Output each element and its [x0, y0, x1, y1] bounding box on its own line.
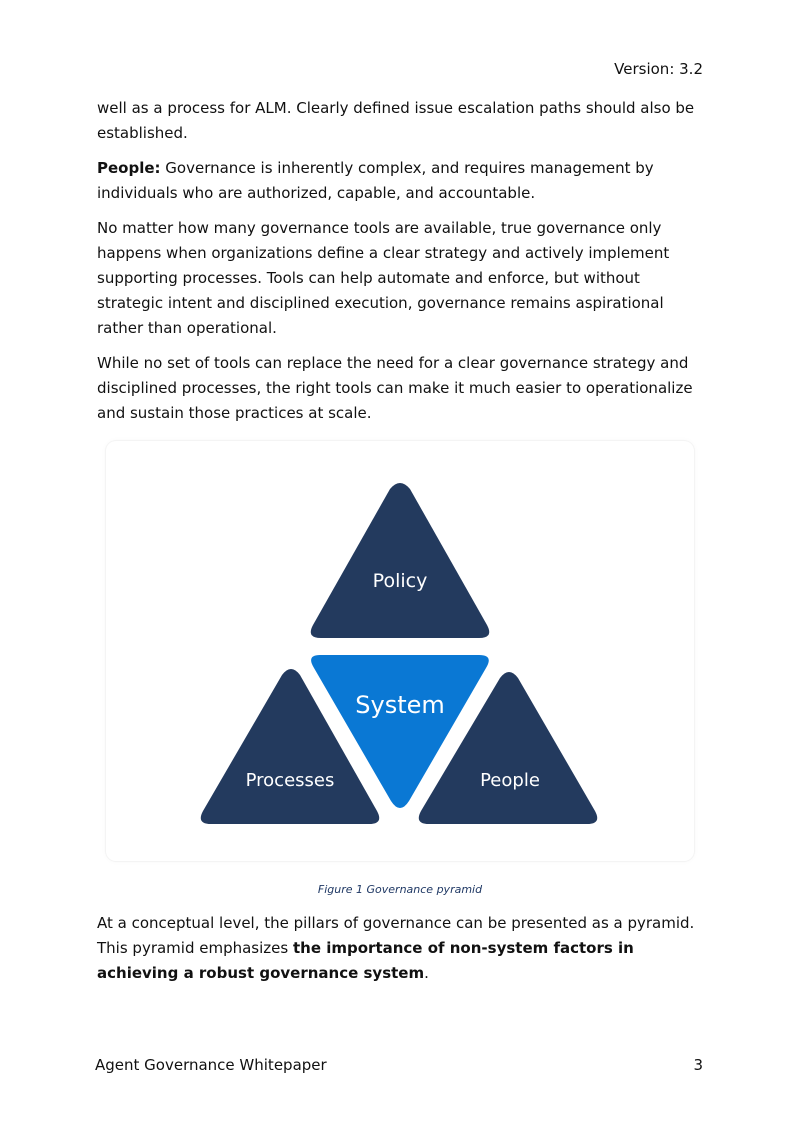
pyramid-text-start: At a conceptual level, the pillars of governance can be presented as a pyramid. This pyramid emphasizes [97, 914, 695, 957]
paragraph-people [97, 156, 703, 206]
governance-pyramid-figure [106, 441, 694, 861]
paragraph-alm: well as a process for ALM. Clearly defined issue escalation paths should also be established. [97, 99, 695, 142]
paragraph-tools: While no set of tools can replace the need for a clear governance strategy and disciplined processes, the right tools can make it much easier to operationalize and sustain those practices at scale. [97, 354, 693, 422]
version-label: Version: 3.2 [614, 60, 703, 78]
footer-document-title: Agent Governance Whitepaper [95, 1056, 327, 1074]
people-label: People [480, 770, 540, 791]
figure-caption: Figure 1 Governance pyramid [317, 883, 483, 896]
people-term: People: [97, 159, 161, 177]
conclusion-text [97, 911, 703, 986]
processes-label: Processes [245, 770, 335, 791]
system-label: System [355, 691, 445, 719]
paragraph-strategy: No matter how many governance tools are available, true governance only happens when organizations define a clear strategy and actively implement supporting processes. Tools can help automate and enforce, but without strategic intent and disciplined execution, governance remains aspirational rather than operational. [97, 219, 670, 337]
pyramid-emphasis: the importance of non-system factors in achieving a robust governance system [97, 939, 634, 982]
body-text [97, 96, 703, 436]
governance-pyramid-diagram [106, 441, 694, 861]
policy-label: Policy [372, 570, 428, 592]
policy-triangle [311, 483, 489, 638]
footer-page-number: 3 [693, 1056, 703, 1074]
people-description: Governance is inherently complex, and requires management by individuals who are authorized, capable, and accountable. [97, 159, 654, 202]
paragraph-pyramid [97, 911, 703, 986]
pyramid-text-end: . [424, 964, 429, 982]
